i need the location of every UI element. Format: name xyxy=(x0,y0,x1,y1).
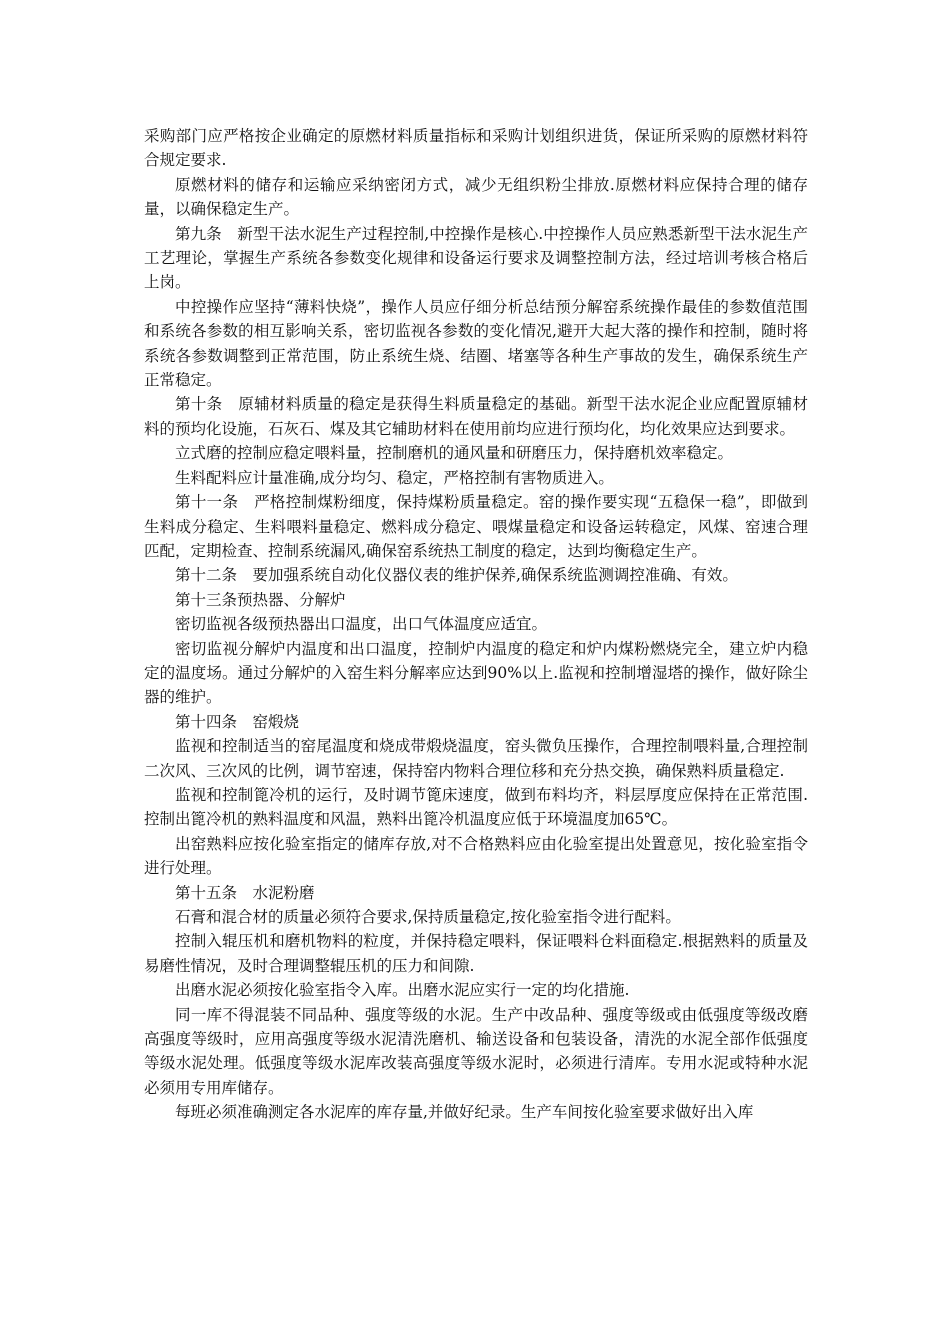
paragraph: 每班必须准确测定各水泥库的库存量,并做好纪录。生产车间按化验室要求做好出入库 xyxy=(175,1103,754,1122)
article-heading: 第十五条 水泥粉磨 xyxy=(175,883,315,902)
paragraph: 原燃材料的储存和运输应采纳密闭方式，减少无组织粉尘排放.原燃材料应保持合理的储存量，以确保稳定生产。 xyxy=(144,175,808,219)
paragraph: 控制入辊压机和磨机物料的粒度，并保持稳定喂料，保证喂料仓料面稳定.根据熟料的质量及易磨性情况，及时合理调整辊压机的压力和间隙. xyxy=(144,932,808,975)
paragraph: 密切监视分解炉内温度和出口温度，控制炉内温度的稳定和炉内煤粉燃烧完全，建立炉内稳定的温度场。通过分解炉的入窑生料分解率应达到90%以上.监视和控制增湿塔的操作，做好除尘器的维护。 xyxy=(144,639,808,707)
paragraph: 立式磨的控制应稳定喂料量，控制磨机的通风量和研磨压力，保持磨机效率稳定。 xyxy=(175,444,734,463)
paragraph: 密切监视各级预热器出口温度，出口气体温度应适宜。 xyxy=(175,615,548,634)
document-body xyxy=(144,124,808,1125)
paragraph: 监视和控制适当的窑尾温度和烧成带煅烧温度，窑头微负压操作，合理控制喂料量,合理控制二次风、三次风的比例，调节窑速，保持窑内物料合理位移和充分热交换，确保熟料质量稳定. xyxy=(144,737,808,780)
paragraph: 出窑熟料应按化验室指定的储库存放,对不合格熟料应由化验室提出处置意见，按化验室指令进行处理。 xyxy=(144,834,808,878)
paragraph: 监视和控制篦冷机的运行，及时调节篦床速度，做到布料均齐，料层厚度应保持在正常范围.控制出篦冷机的熟料温度和风温，熟料出篦冷机温度应低于环境温度加65℃。 xyxy=(144,785,808,829)
article-heading: 第十三条预热器、分解炉 xyxy=(175,590,346,609)
article-paragraph: 第十条 原辅材料质量的稳定是获得生料质量稳定的基础。新型干法水泥企业应配置原辅材料的预均化设施，石灰石、煤及其它辅助材料在使用前均应进行预均化，均化效果应达到要求。 xyxy=(144,395,808,438)
article-heading: 第十四条 窑煅烧 xyxy=(175,712,300,731)
paragraph: 采购部门应严格按企业确定的原燃材料质量指标和采购计划组织进货，保证所采购的原燃材料符合规定要求. xyxy=(144,127,808,170)
paragraph: 生料配料应计量准确,成分均匀、稳定，严格控制有害物质进入。 xyxy=(175,468,614,487)
article-paragraph: 第十二条 要加强系统自动化仪器仪表的维护保养,确保系统监测调控准确、有效。 xyxy=(175,566,738,585)
article-paragraph: 第十一条 严格控制煤粉细度，保持煤粉质量稳定。窑的操作要实现“五稳保一稳”，即做到生料成分稳定、生料喂料量稳定、燃料成分稳定、喂煤量稳定和设备运转稳定，风煤、窑速合理匹配，定期检查、控制系统漏风,确保窑系统热工制度的稳定，达到均衡稳定生产。 xyxy=(144,493,808,560)
paragraph: 中控操作应坚持“薄料快烧”，操作人员应仔细分析总结预分解窑系统操作最佳的参数值范围和系统各参数的相互影响关系，密切监视各参数的变化情况,避开大起大落的操作和控制，随时将系统各参数调整到正常范围，防止系统生烧、结圈、堵塞等各种生产事故的发生，确保系统生产正常稳定。 xyxy=(144,297,808,390)
article-paragraph: 第九条 新型干法水泥生产过程控制,中控操作是核心.中控操作人员应熟悉新型干法水泥生产工艺理论，掌握生产系统各参数变化规律和设备运行要求及调整控制方法，经过培训考核合格后上岗。 xyxy=(144,224,808,292)
paragraph: 石膏和混合材的质量必须符合要求,保持质量稳定,按化验室指令进行配料。 xyxy=(175,908,681,926)
paragraph: 出磨水泥必须按化验室指令入库。出磨水泥应实行一定的均化措施. xyxy=(175,981,630,1000)
paragraph: 同一库不得混装不同品种、强度等级的水泥。生产中改品种、强度等级或由低强度等级改磨高强度等级时，应用高强度等级水泥清洗磨机、输送设备和包装设备，清洗的水泥全部作低强度等级水泥处理。低强度等级水泥库改装高强度等级水泥时，必须进行清库。专用水泥或特种水泥必须用专用库储存。 xyxy=(144,1005,808,1097)
